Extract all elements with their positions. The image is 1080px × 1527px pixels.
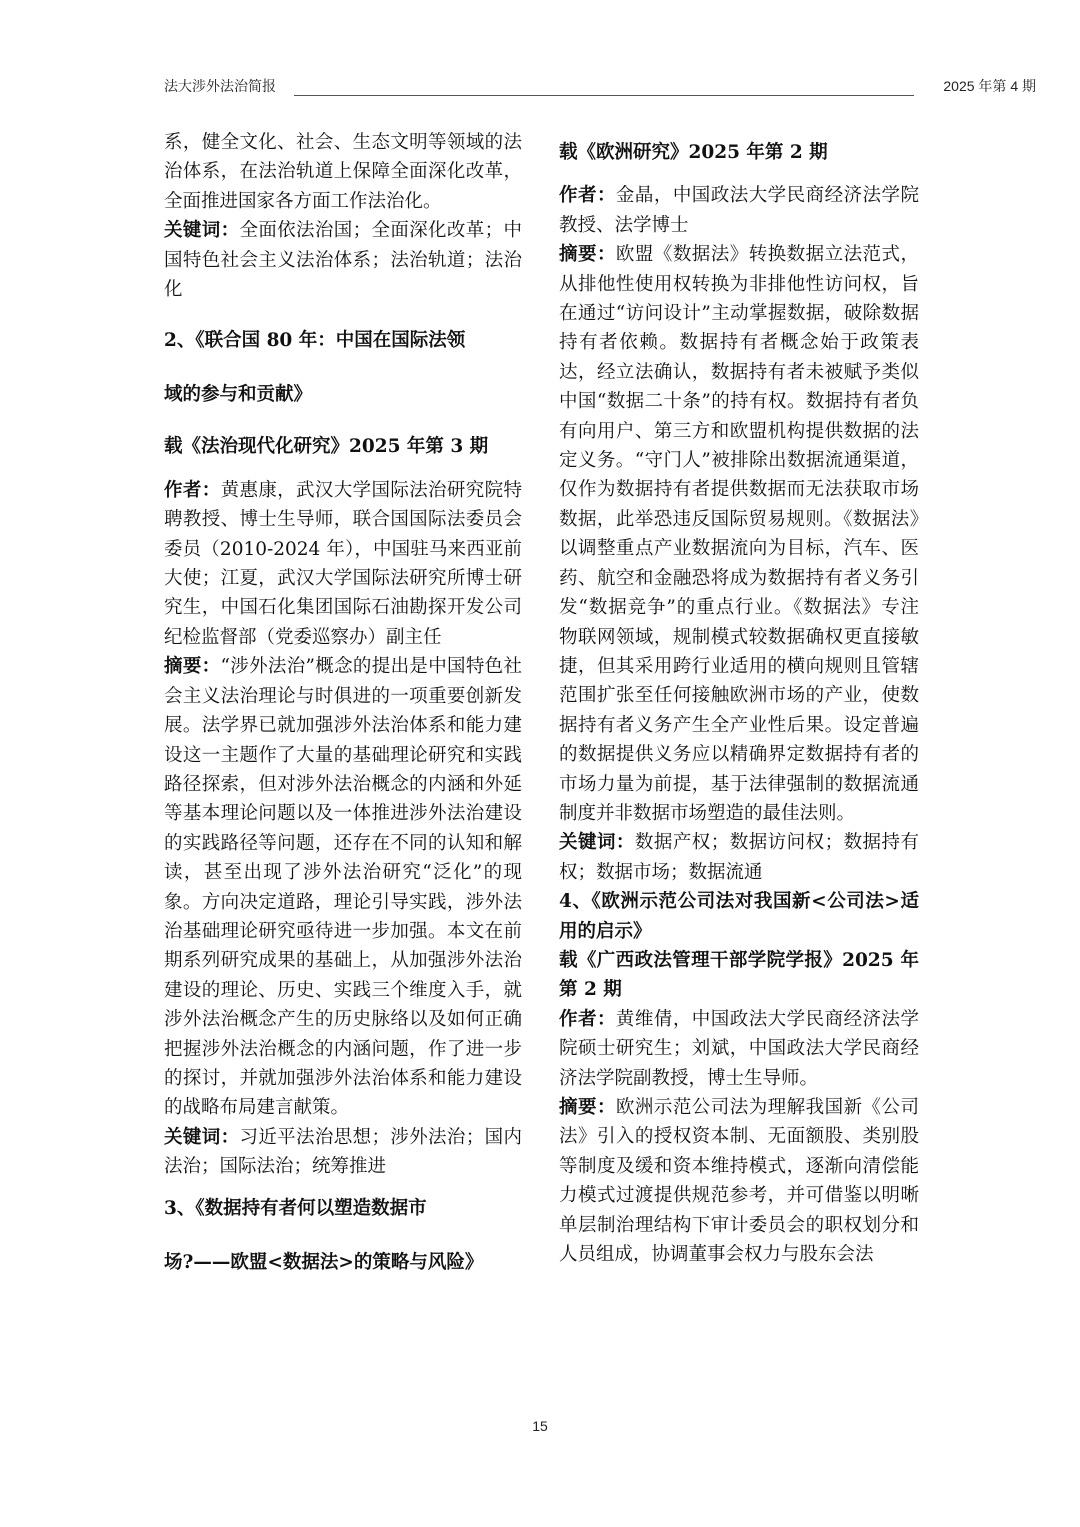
abstract-label: 摘要：: [559, 1097, 616, 1118]
article-2-keywords: [164, 1123, 522, 1182]
article-3-title-line1: 3、《数据持有者何以塑造数据市: [164, 1197, 427, 1219]
article-4-title: 4、《欧洲示范公司法对我国新<公司法>适用的启示》: [559, 891, 919, 942]
article-4-source: 载《广西政法管理干部学院学报》2025 年第 2 期: [559, 949, 919, 1001]
abstract-text: 欧洲示范公司法为理解我国新《公司法》引入的授权资本制、无面额股、类别股等制度及缓和资本维持模式，逐渐向清偿能力模式过渡提供规范参考，并可借鉴以明晰单层制治理结构下审计委员会的职权划分和人员组成，协调董事会权力与股东会法: [559, 1097, 919, 1266]
author-text: 金晶，中国政法大学民商经济法学院教授、法学博士: [559, 185, 919, 236]
page-header: [164, 76, 1036, 98]
continued-abstract: 系，健全文化、社会、生态文明等领域的法治体系，在法治轨道上保障全面深化改革，全面推进国家各方面工作法治化。: [164, 132, 522, 212]
article-2-title: [164, 314, 522, 422]
left-column: [164, 128, 522, 1290]
keywords-text: 全面依法治国；全面深化改革；中国特色社会主义法治体系；法治轨道；法治化: [164, 220, 522, 301]
continued-keywords: [164, 216, 522, 304]
keywords-label: 关键词：: [164, 220, 240, 242]
article-2-title-line1: 2、《联合国 80 年：中国在国际法领: [164, 330, 466, 352]
abstract-text: 欧盟《数据法》转换数据立法范式，从排他性使用权转换为非排他性访问权，旨在通过“访问设计”主动掌握数据，破除数据持有者依赖。数据持有者概念始于政策表达，经立法确认，数据持有者未被赋予类似中国“数据二十条”的持有权。数据持有者负有向用户、第三方和欧盟机构提供数据的法定义务。“守门人”被排除出数据流通渠道，仅作为数据持有者提供数据而无法获取市场数据，此举恐违反国际贸易规则。《数据法》以调整重点产业数据流向为目标，汽车、医药、航空和金融恐将成为数据持有者义务引发“数据竞争”的重点行业。《数据法》专注物联网领域，规制模式较数据确权更直接敏捷，但其采用跨行业适用的横向规则且管辖范围扩张至任何接触欧洲市场的产业，使数据持有者义务产生全产业性后果。设定普遍的数据提供义务应以精确界定数据持有者的市场力量为前提，基于法律强制的数据流通制度并非数据市场塑造的最佳法则。: [559, 244, 919, 824]
author-label: 作者：: [559, 1008, 616, 1030]
article-2-author: [164, 476, 522, 652]
author-text: 黄维倩，中国政法大学民商经济法学院硕士研究生；刘斌，中国政法大学民商经济法学院副教授，博士生导师。: [559, 1008, 919, 1089]
article-2-title-line2: 域的参与和贡献》: [164, 384, 313, 406]
article-3-source: 载《欧洲研究》2025 年第 2 期: [559, 142, 828, 163]
article-2-source: 载《法治现代化研究》2025 年第 3 期: [164, 436, 489, 458]
article-3-title-line2: 场?——欧盟<数据法>的策略与风险》: [164, 1251, 484, 1273]
abstract-text: “涉外法治”概念的提出是中国特色社会主义法治理论与时俱进的一项重要创新发展。法学界已就加强涉外法治体系和能力建设这一主题作了大量的基础理论研究和实践路径探索，但对涉外法治概念的内涵和外延等基本理论问题以及一体推进涉外法治建设的实践路径等问题，还存在不同的认知和解读，甚至出现了涉外法治研究“泛化”的现象。方向决定道路，理论引导实践，涉外法治基础理论研究亟待进一步加强。本文在前期系列研究成果的基础上，从加强涉外法治建设的理论、历史、实践三个维度入手，就涉外法治概念产生的历史脉络以及如何正确把握涉外法治概念的内涵问题，作了进一步的探讨，并就加强涉外法治体系和能力建设的战略布局建言献策。: [164, 656, 522, 1119]
keywords-label: 关键词：: [559, 832, 635, 854]
article-2-abstract: [164, 652, 522, 1123]
author-label: 作者：: [164, 479, 221, 501]
keywords-text: 数据产权；数据访问权；数据持有权；数据市场；数据流通: [559, 832, 919, 883]
article-3-abstract: [559, 240, 919, 828]
author-text: 黄惠康，武汉大学国际法治研究院特聘教授、博士生导师，联合国国际法委员会委员（2010-2024 年），中国驻马来西亚前大使；江夏，武汉大学国际法研究所博士研究生，中国石化集团国际石油勘探开发公司纪检监督部（党委巡察办）副主任: [164, 479, 522, 648]
abstract-label: 摘要：: [164, 656, 221, 678]
article-3-author: [559, 181, 919, 240]
article-4-author: [559, 1005, 919, 1093]
header-rule: [294, 95, 914, 96]
abstract-label: 摘要：: [559, 244, 616, 266]
right-column: [559, 128, 919, 1269]
keywords-label: 关键词：: [164, 1126, 240, 1148]
article-3-title: [164, 1182, 522, 1290]
issue-label: 2025 年第 4 期: [943, 78, 1036, 94]
article-3-keywords: [559, 828, 919, 887]
author-label: 作者：: [559, 185, 616, 207]
page-number: 15: [532, 1418, 548, 1434]
article-4-abstract: [559, 1093, 919, 1269]
publication-title: 法大涉外法治简报: [164, 78, 276, 94]
keywords-text: 习近平法治思想；涉外法治；国内法治；国际法治；统筹推进: [164, 1126, 522, 1178]
